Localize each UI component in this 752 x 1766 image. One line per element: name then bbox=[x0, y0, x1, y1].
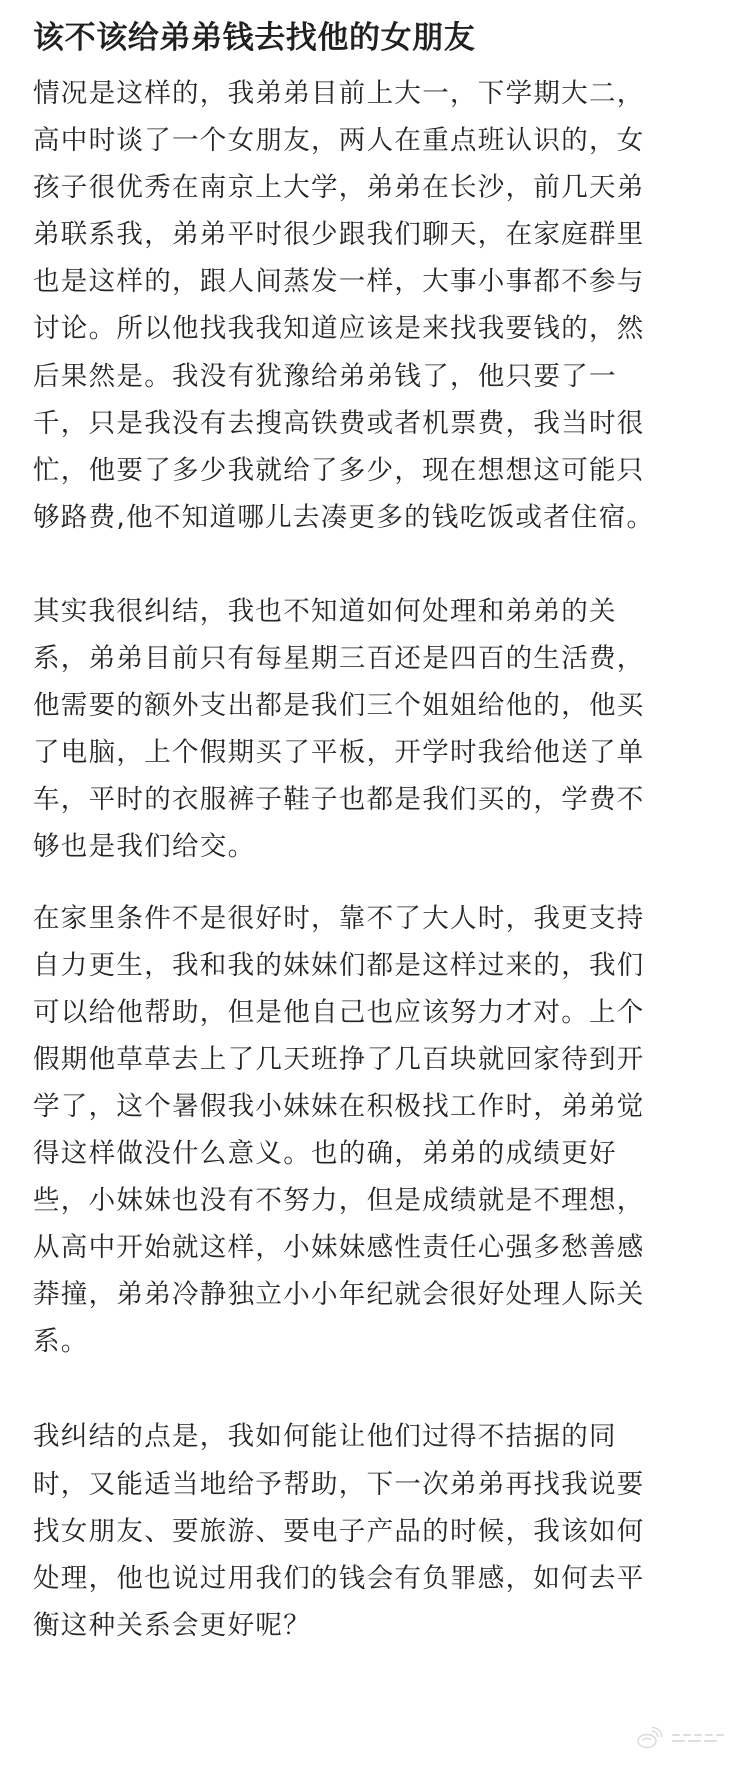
post-paragraph-background: 在家里条件不是很好时，靠不了大人时，我更支持 自力更生，我和我的妹妹们都是这样过来的，我们 可以给他帮助，但是他自己也应该努力才对。上个 假期他草草去上了几天班挣了几百块就回家待到开 学了，这个暑假我小妹妹在积极找工作时，弟弟觉 得这样做没什么意义。也的确，弟弟的成绩更好 些，小妹妹也没有不努力，但是成绩就是不理想， 从高中开始就这样，小妹妹感性责任心强多愁善感 莽撞，弟弟冷静独立小小年纪就会很好处理人际关 系。 bbox=[33, 902, 645, 1358]
post-paragraph-situation: 情况是这样的，我弟弟目前上大一，下学期大二， 高中时谈了一个女朋友，两人在重点班认识的，女 孩子很优秀在南京上大学，弟弟在长沙，前几天弟 弟联系我，弟弟平时很少跟我们聊天，在家庭群里 也是这样的，跟人间蒸发一样，大事小事都不参与 讨论。所以他找我我知道应该是来找我要钱的，然 后果然是。我没有犹豫给弟弟钱了，他只要了一 千，只是我没有去搜高铁费或者机票费，我当时很 忙，他要了多少我就给了多少，现在想想这可能只 够路费,他不知道哪儿去凑更多的钱吃饭或者住宿。 bbox=[33, 78, 655, 533]
post-title: 该不该给弟弟钱去找他的女朋友 bbox=[33, 20, 476, 56]
weibo-watermark-icon bbox=[634, 1725, 736, 1753]
post-content bbox=[33, 14, 733, 1649]
post-paragraph-question: 我纠结的点是，我如何能让他们过得不拮据的同 时，又能适当地给予帮助，下一次弟弟再找我说要 找女朋友、要旅游、要电子产品的时候，我该如何 处理，他也说过用我们的钱会有负罪感，如何去平 衡这种关系会更好呢？ bbox=[33, 1421, 645, 1641]
post-paragraph-conflict: 其实我很纠结，我也不知道如何处理和弟弟的关 系，弟弟目前只有每星期三百还是四百的生活费， 他需要的额外支出都是我们三个姐姐给他的，他买 了电脑，上个假期买了平板，开学时我给他送了单 车，平时的衣服裤子鞋子也都是我们买的，学费不 够也是我们给交。 bbox=[33, 595, 645, 863]
